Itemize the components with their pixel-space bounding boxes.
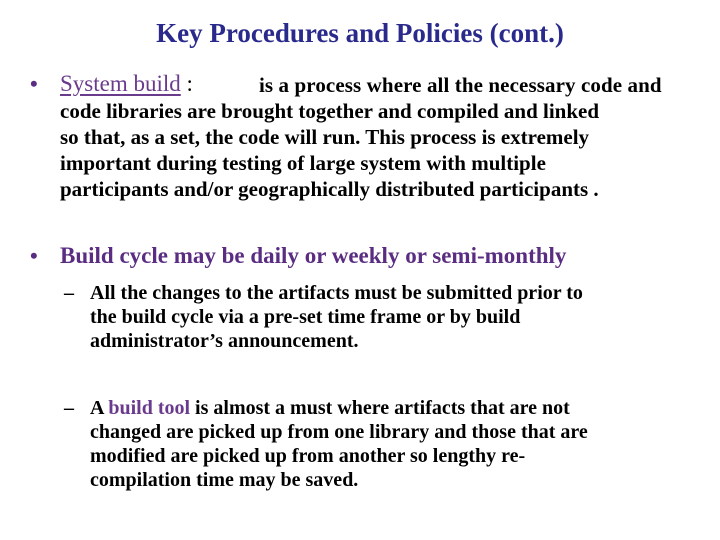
- body-line: participants and/or geographically distributed participants .: [60, 177, 599, 201]
- term-build-tool: build tool: [108, 397, 191, 419]
- bullet-first-line: is a process where all the necessary code and: [259, 73, 662, 97]
- body-line: so that, as a set, the code will run. This process is extremely: [60, 125, 590, 149]
- dash-icon: –: [64, 397, 74, 419]
- bullet-heading: [60, 71, 193, 97]
- term-system-build: System build: [60, 71, 181, 96]
- dash-icon: –: [64, 282, 74, 304]
- slide-title: Key Procedures and Policies (cont.): [156, 18, 564, 48]
- body-line: the build cycle via a pre-set time frame or by build: [90, 306, 521, 328]
- lead-text: A: [90, 397, 109, 419]
- body-line: administrator’s announcement.: [90, 330, 359, 352]
- bullet-dot-icon: •: [30, 243, 38, 268]
- body-line: compilation time may be saved.: [90, 469, 359, 491]
- bullet-dot-icon: •: [30, 71, 38, 96]
- rest-text: is almost a must where artifacts that are not: [190, 397, 570, 419]
- body-line: code libraries are brought together and compiled and linked: [60, 99, 600, 123]
- bullet-heading: Build cycle may be daily or weekly or semi-monthly: [60, 243, 567, 268]
- body-line: important during testing of large system with multiple: [60, 151, 546, 175]
- body-line: [90, 396, 588, 420]
- body-line: changed are picked up from one library and those that are: [90, 421, 588, 443]
- body-line: modified are picked up from another so lengthy re-: [90, 445, 526, 467]
- sub-bullet-body: [90, 396, 588, 492]
- sub-bullet-body: [90, 281, 583, 353]
- body-line: All the changes to the artifacts must be submitted prior to: [90, 282, 583, 304]
- bullet-body: [60, 98, 700, 202]
- term-colon: :: [186, 71, 193, 96]
